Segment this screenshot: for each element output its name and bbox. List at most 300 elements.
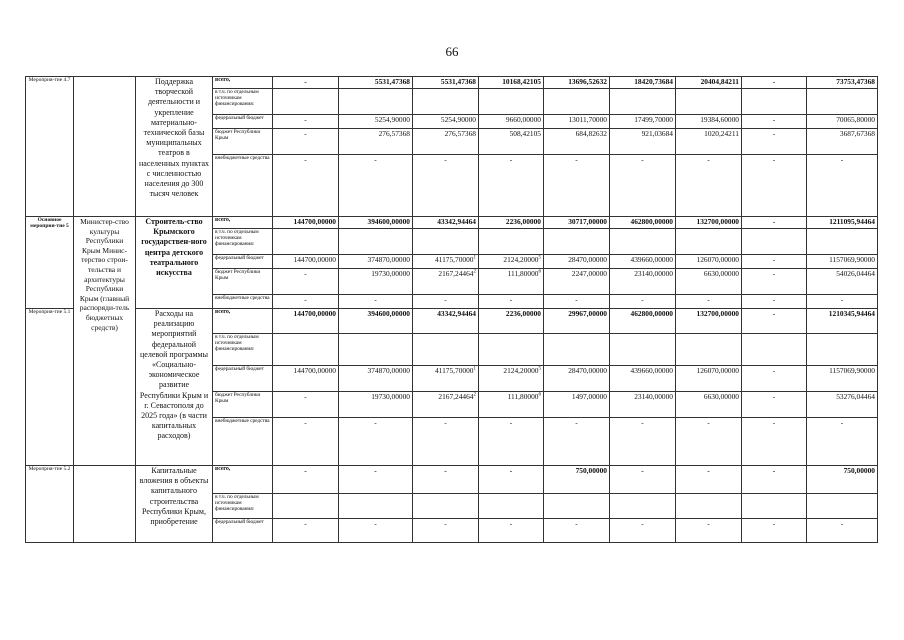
amount-value: -: [707, 519, 710, 528]
amount-cell: [807, 89, 878, 115]
funding-source-label: всего,: [213, 217, 273, 229]
funding-source-label: федеральный бюджет: [213, 255, 273, 269]
amount-cell: [742, 77, 807, 89]
amount-cell: [610, 129, 676, 155]
amount-cell: [339, 392, 413, 418]
amount-cell: [610, 494, 676, 519]
amount-cell: [610, 269, 676, 295]
amount-value: -: [374, 519, 377, 528]
amount-cell: [676, 334, 742, 366]
amount-cell: [479, 295, 544, 309]
amount-value: -: [509, 155, 513, 164]
amount-value: -: [641, 418, 644, 427]
amount-cell: [273, 366, 339, 392]
amount-value: 41175,70000: [434, 366, 474, 375]
amount-cell: [676, 418, 742, 466]
amount-value: -: [707, 418, 710, 427]
amount-value: -: [840, 418, 844, 427]
amount-value: -: [509, 519, 513, 528]
amount-value: -: [840, 155, 844, 164]
amount-cell: [479, 217, 544, 229]
funding-source-label: федеральный бюджет: [213, 519, 273, 543]
amount-value: -: [772, 366, 776, 375]
amount-value: 2124,20000: [503, 255, 539, 264]
amount-value: 6630,00000: [703, 392, 739, 401]
amount-cell: [339, 217, 413, 229]
amount-cell: [544, 89, 610, 115]
responsible-cell: [74, 466, 136, 543]
amount-cell: [479, 269, 544, 295]
amount-cell: [479, 334, 544, 366]
amount-cell: [610, 366, 676, 392]
amount-value: 2167,24464: [438, 392, 474, 401]
footnote-marker: 6: [538, 269, 541, 275]
amount-cell: [807, 229, 878, 255]
amount-cell: [339, 77, 413, 89]
amount-value: 5531,47368: [374, 77, 410, 86]
amount-cell: [610, 89, 676, 115]
amount-value: 29967,00000: [568, 309, 607, 318]
amount-cell: [676, 494, 742, 519]
amount-value: 28470,00000: [568, 366, 607, 375]
funding-source-label: бюджет Республики Крым: [213, 129, 273, 155]
amount-cell: [807, 155, 878, 217]
amount-cell: [273, 418, 339, 466]
amount-value: 750,00000: [575, 466, 607, 475]
amount-cell: [413, 89, 479, 115]
amount-value: 111,80000: [507, 269, 539, 278]
amount-value: 276,57368: [444, 129, 476, 138]
measure-name: Строитель-ство Крымского государствен-ного центра детского театрального искусства: [136, 217, 213, 309]
amount-cell: [742, 229, 807, 255]
amount-cell: [742, 295, 807, 309]
amount-cell: [610, 255, 676, 269]
amount-value: -: [304, 418, 307, 427]
footnote-marker: 5: [538, 366, 541, 372]
funding-source-label: бюджет Республики Крым: [213, 269, 273, 295]
amount-cell: [544, 269, 610, 295]
amount-cell: [339, 129, 413, 155]
amount-value: -: [374, 295, 377, 304]
amount-value: -: [772, 129, 776, 138]
amount-value: -: [840, 519, 844, 528]
amount-cell: [544, 366, 610, 392]
amount-cell: [273, 334, 339, 366]
amount-cell: [544, 155, 610, 217]
amount-value: -: [444, 418, 447, 427]
amount-value: 126070,00000: [696, 255, 739, 264]
amount-value: 43342,94464: [437, 309, 476, 318]
amount-value: -: [575, 519, 578, 528]
amount-value: 2236,00000: [505, 217, 541, 226]
amount-value: -: [575, 155, 578, 164]
amount-cell: [479, 309, 544, 334]
amount-value: 43342,94464: [437, 217, 476, 226]
amount-cell: [273, 494, 339, 519]
amount-cell: [544, 77, 610, 89]
funding-source-label: бюджет Республики Крым: [213, 392, 273, 418]
amount-value: -: [444, 519, 447, 528]
amount-cell: [610, 295, 676, 309]
amount-cell: [479, 77, 544, 89]
amount-cell: [339, 494, 413, 519]
amount-value: 1157069,90000: [829, 255, 875, 264]
amount-cell: [339, 89, 413, 115]
amount-value: 10168,42105: [502, 77, 541, 86]
amount-value: 2124,20000: [503, 366, 539, 375]
amount-value: 1497,00000: [571, 392, 607, 401]
amount-value: 2236,00000: [505, 309, 541, 318]
amount-value: 19384,60000: [700, 115, 739, 124]
amount-cell: [479, 466, 544, 494]
amount-cell: [676, 519, 742, 543]
footnote-marker: 5: [538, 255, 541, 261]
funding-source-label: в т.ч. по отдельным источникам финансирования:: [213, 334, 273, 366]
amount-cell: [742, 334, 807, 366]
amount-cell: [273, 217, 339, 229]
amount-cell: [807, 418, 878, 466]
amount-value: -: [374, 155, 377, 164]
amount-value: 30717,00000: [568, 217, 607, 226]
amount-value: -: [772, 392, 776, 401]
funding-source-label: федеральный бюджет: [213, 366, 273, 392]
amount-cell: [544, 115, 610, 129]
table-row: [26, 466, 878, 494]
amount-cell: [479, 155, 544, 217]
amount-cell: [273, 519, 339, 543]
table-row: [26, 309, 878, 334]
amount-cell: [807, 255, 878, 269]
amount-value: 1211095,94464: [829, 217, 875, 226]
amount-cell: [544, 392, 610, 418]
amount-value: -: [772, 217, 776, 226]
amount-cell: [742, 255, 807, 269]
measure-name: Расходы на реализацию мероприятий федеральной целевой программы «Социально-экономическое развитие Республики Крым и г. Севастополя до 2025 года» (в части капитальных расходов): [136, 309, 213, 466]
amount-cell: [807, 519, 878, 543]
amount-value: 3687,67368: [839, 129, 875, 138]
amount-cell: [742, 418, 807, 466]
amount-value: 2247,00000: [571, 269, 607, 278]
amount-cell: [807, 466, 878, 494]
amount-cell: [479, 366, 544, 392]
amount-cell: [610, 155, 676, 217]
amount-cell: [273, 77, 339, 89]
amount-value: 276,57368: [378, 129, 410, 138]
amount-value: -: [304, 392, 307, 401]
amount-value: -: [304, 155, 307, 164]
amount-value: -: [304, 466, 307, 475]
amount-value: 2167,24464: [438, 269, 474, 278]
amount-cell: [273, 255, 339, 269]
footnote-marker: 1: [473, 255, 476, 261]
amount-cell: [273, 115, 339, 129]
amount-cell: [807, 115, 878, 129]
amount-cell: [273, 295, 339, 309]
amount-value: 41175,70000: [434, 255, 474, 264]
amount-value: -: [772, 418, 776, 427]
amount-cell: [479, 89, 544, 115]
funding-source-label: в т.ч. по отдельным источникам финансирования:: [213, 494, 273, 519]
amount-cell: [273, 155, 339, 217]
amount-cell: [807, 129, 878, 155]
amount-cell: [273, 89, 339, 115]
amount-value: 374870,00000: [367, 366, 410, 375]
amount-cell: [807, 334, 878, 366]
amount-cell: [273, 269, 339, 295]
amount-value: 1020,24211: [704, 129, 739, 138]
amount-cell: [544, 334, 610, 366]
amount-cell: [742, 392, 807, 418]
amount-cell: [742, 129, 807, 155]
amount-cell: [807, 366, 878, 392]
amount-cell: [413, 334, 479, 366]
amount-value: 462800,00000: [630, 309, 673, 318]
amount-cell: [676, 295, 742, 309]
amount-cell: [742, 366, 807, 392]
amount-cell: [676, 89, 742, 115]
amount-cell: [742, 217, 807, 229]
amount-value: 1210345,94464: [828, 309, 875, 318]
amount-value: -: [304, 115, 307, 124]
amount-value: -: [304, 519, 307, 528]
amount-value: 439660,00000: [630, 255, 673, 264]
amount-cell: [479, 115, 544, 129]
amount-cell: [339, 418, 413, 466]
amount-value: 132700,00000: [696, 217, 739, 226]
footnote-marker: 2: [473, 269, 476, 275]
amount-value: 144700,00000: [293, 217, 336, 226]
amount-value: -: [707, 466, 710, 475]
amount-cell: [610, 309, 676, 334]
amount-cell: [676, 217, 742, 229]
amount-value: 53276,04464: [836, 392, 875, 401]
funding-source-label: федеральный бюджет: [213, 115, 273, 129]
amount-value: 28470,00000: [568, 255, 607, 264]
amount-cell: [676, 366, 742, 392]
amount-value: 462800,00000: [630, 217, 673, 226]
amount-cell: [610, 466, 676, 494]
amount-value: -: [840, 295, 844, 304]
amount-value: 6630,00000: [703, 269, 739, 278]
amount-value: 144700,00000: [293, 366, 336, 375]
amount-value: 19730,00000: [371, 392, 410, 401]
amount-value: 1157069,90000: [829, 366, 875, 375]
amount-value: -: [772, 519, 776, 528]
amount-cell: [742, 494, 807, 519]
funding-source-label: в т.ч. по отдельным источникам финансирования:: [213, 89, 273, 115]
amount-value: -: [641, 295, 644, 304]
amount-value: -: [304, 77, 307, 86]
amount-cell: [610, 519, 676, 543]
amount-value: 374870,00000: [367, 255, 410, 264]
amount-cell: [807, 392, 878, 418]
amount-value: 5531,47368: [440, 77, 476, 86]
amount-cell: [807, 295, 878, 309]
amount-value: 54026,04464: [836, 269, 875, 278]
amount-value: 126070,00000: [696, 366, 739, 375]
amount-value: -: [641, 519, 644, 528]
amount-value: -: [374, 418, 377, 427]
amount-value: 73753,47368: [836, 77, 875, 86]
amount-cell: [742, 115, 807, 129]
amount-value: -: [772, 77, 776, 86]
amount-value: 17499,70000: [634, 115, 673, 124]
amount-value: 5254,90000: [374, 115, 410, 124]
amount-cell: [413, 115, 479, 129]
amount-cell: [676, 466, 742, 494]
amount-cell: [544, 494, 610, 519]
amount-cell: [339, 269, 413, 295]
amount-cell: [807, 217, 878, 229]
amount-value: 439660,00000: [630, 366, 673, 375]
funding-source-label: внебюджетные средства: [213, 295, 273, 309]
amount-value: 132700,00000: [696, 309, 739, 318]
amount-cell: [544, 295, 610, 309]
amount-cell: [544, 466, 610, 494]
amount-cell: [742, 155, 807, 217]
measure-code: Основное мероприя-тие 5: [26, 217, 74, 309]
amount-cell: [339, 155, 413, 217]
amount-value: -: [444, 466, 447, 475]
amount-value: -: [707, 155, 710, 164]
measure-code: Мероприя-тие 4.7: [26, 77, 74, 217]
amount-cell: [479, 418, 544, 466]
amount-value: 144700,00000: [293, 309, 336, 318]
funding-source-label: всего,: [213, 466, 273, 494]
responsible-executor: Министер-ство культуры Республики Крым Минис-терство строи-тельства и архитектуры Республики Крым (главный распоряди-тель бюджетных средств): [74, 217, 136, 466]
amount-value: -: [772, 309, 776, 318]
amount-cell: [676, 309, 742, 334]
amount-cell: [544, 418, 610, 466]
amount-cell: [479, 519, 544, 543]
amount-value: -: [444, 295, 447, 304]
amount-cell: [339, 309, 413, 334]
responsible-cell: [74, 77, 136, 217]
amount-cell: [479, 494, 544, 519]
amount-value: 144700,00000: [293, 255, 336, 264]
amount-value: 20404,84211: [700, 77, 739, 86]
amount-cell: [413, 418, 479, 466]
funding-source-label: всего,: [213, 77, 273, 89]
amount-value: 750,00000: [843, 466, 875, 475]
amount-value: 921,03684: [641, 129, 673, 138]
amount-value: 684,82632: [575, 129, 607, 138]
amount-value: 111,80000: [507, 392, 539, 401]
amount-cell: [610, 77, 676, 89]
amount-cell: [273, 309, 339, 334]
amount-value: -: [641, 466, 644, 475]
amount-value: -: [575, 295, 578, 304]
amount-cell: [339, 366, 413, 392]
amount-cell: [544, 255, 610, 269]
amount-cell: [413, 494, 479, 519]
amount-cell: [413, 229, 479, 255]
amount-cell: [610, 115, 676, 129]
amount-cell: [273, 129, 339, 155]
amount-cell: [544, 519, 610, 543]
amount-value: -: [509, 466, 513, 475]
amount-cell: [676, 392, 742, 418]
amount-value: 23140,00000: [634, 269, 673, 278]
amount-cell: [413, 255, 479, 269]
amount-cell: [544, 309, 610, 334]
amount-cell: [413, 366, 479, 392]
amount-value: -: [304, 129, 307, 138]
amount-value: 13696,52632: [568, 77, 607, 86]
amount-value: -: [575, 418, 578, 427]
amount-cell: [676, 255, 742, 269]
amount-cell: [742, 466, 807, 494]
amount-cell: [807, 269, 878, 295]
funding-source-label: внебюджетные средства: [213, 155, 273, 217]
amount-cell: [544, 229, 610, 255]
amount-cell: [273, 392, 339, 418]
amount-cell: [676, 269, 742, 295]
amount-cell: [807, 309, 878, 334]
amount-cell: [676, 115, 742, 129]
funding-source-label: в т.ч. по отдельным источникам финансирования:: [213, 229, 273, 255]
amount-value: 70065,80000: [836, 115, 875, 124]
amount-value: -: [772, 115, 776, 124]
amount-cell: [610, 334, 676, 366]
amount-cell: [339, 229, 413, 255]
amount-cell: [413, 392, 479, 418]
funding-source-label: внебюджетные средства: [213, 418, 273, 466]
measure-code: Мероприя-тие 5.2: [26, 466, 74, 543]
amount-value: 394600,00000: [367, 217, 410, 226]
amount-cell: [742, 269, 807, 295]
amount-cell: [807, 77, 878, 89]
amount-cell: [479, 255, 544, 269]
amount-cell: [742, 519, 807, 543]
amount-cell: [339, 334, 413, 366]
amount-value: -: [509, 418, 513, 427]
amount-cell: [413, 155, 479, 217]
amount-cell: [339, 295, 413, 309]
amount-value: -: [772, 295, 776, 304]
amount-value: 23140,00000: [634, 392, 673, 401]
amount-value: -: [707, 295, 710, 304]
footnote-marker: 1: [473, 366, 476, 372]
amount-cell: [742, 89, 807, 115]
amount-cell: [479, 129, 544, 155]
amount-cell: [413, 269, 479, 295]
amount-cell: [544, 129, 610, 155]
amount-value: 508,42105: [509, 129, 541, 138]
amount-cell: [807, 494, 878, 519]
amount-value: 18420,73684: [634, 77, 673, 86]
amount-cell: [273, 229, 339, 255]
amount-value: 19730,00000: [371, 269, 410, 278]
amount-value: -: [374, 466, 377, 475]
amount-cell: [610, 392, 676, 418]
amount-cell: [413, 129, 479, 155]
amount-value: -: [772, 155, 776, 164]
amount-cell: [339, 466, 413, 494]
amount-cell: [273, 466, 339, 494]
table-row: [26, 217, 878, 229]
amount-value: 394600,00000: [367, 309, 410, 318]
amount-cell: [413, 217, 479, 229]
amount-cell: [339, 255, 413, 269]
amount-cell: [339, 115, 413, 129]
amount-value: -: [772, 466, 776, 475]
amount-cell: [339, 519, 413, 543]
page-number: 66: [445, 44, 459, 59]
amount-cell: [413, 77, 479, 89]
amount-cell: [610, 229, 676, 255]
amount-cell: [544, 217, 610, 229]
